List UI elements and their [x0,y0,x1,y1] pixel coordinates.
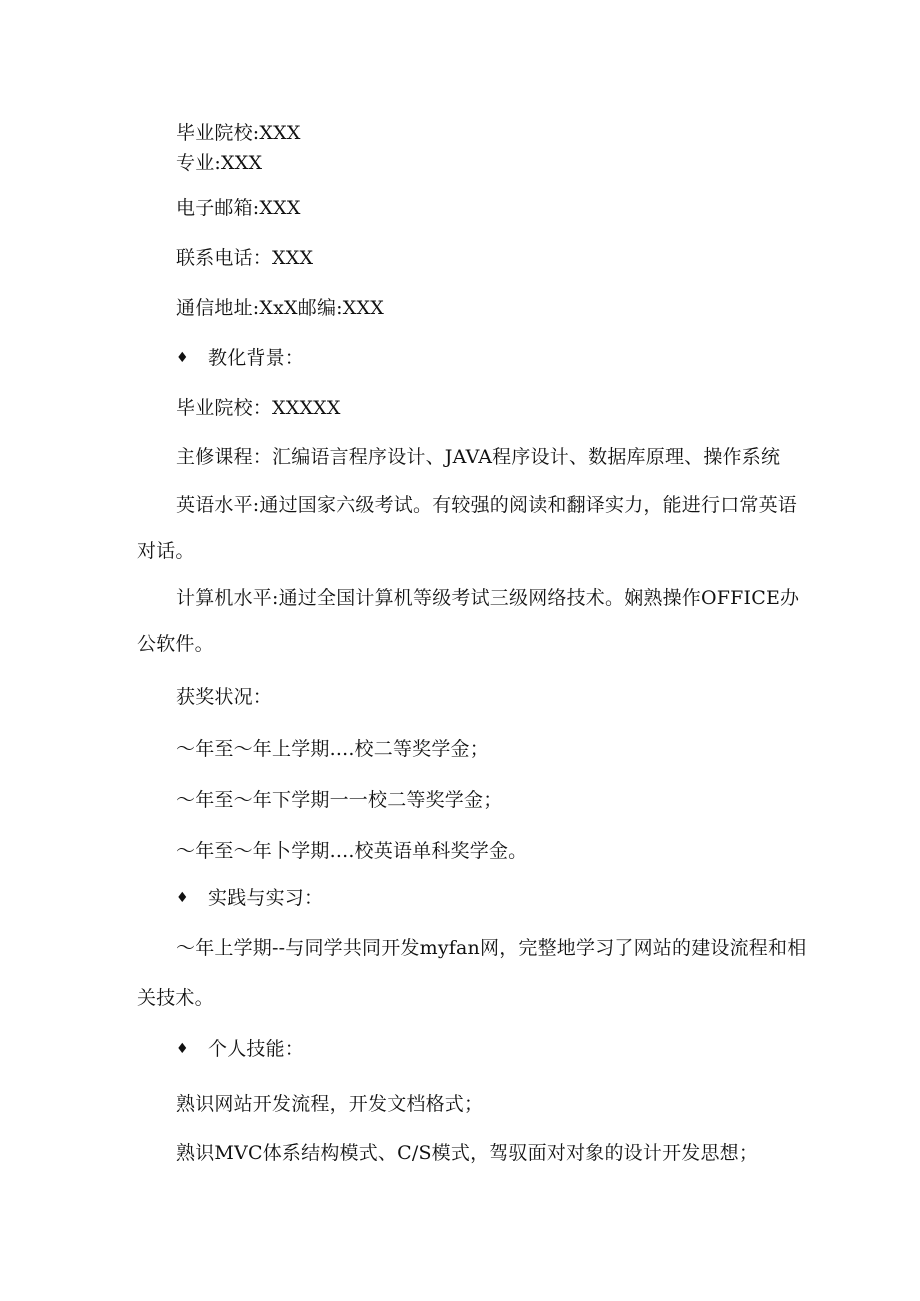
award-item: ～年至～年卜学期....校英语单科奖学金。 [176,840,528,862]
skills-heading [176,1037,304,1061]
practice-heading-text: 实践与实习： [208,887,324,909]
contact-school: 毕业院校:XXX [176,122,301,144]
bullet-icon: ♦ [176,890,189,906]
education-computer-line2: 公软件。 [137,633,214,655]
skill-item: 熟识网站开发流程，开发文档格式； [176,1093,484,1115]
education-english-line2: 对话。 [137,540,195,562]
education-school: 毕业院校：XXXXX [176,397,341,419]
award-item: ～年至～年上学期....校二等奖学金； [176,738,489,760]
award-item: ～年至～年下学期一一校二等奖学金； [176,789,503,811]
contact-address: 通信地址:XxX邮编:XXX [176,297,384,319]
education-heading-text: 教化背景： [208,347,305,369]
education-courses: 主修课程：汇编语言程序设计、JAVA程序设计、数据库原理、操作系统 [176,446,781,468]
education-english-line1: 英语水平:通过国家六级考试。有较强的阅读和翻译实力，能进行口常英语 [176,494,798,516]
contact-email: 电子邮箱:XXX [176,197,301,219]
education-heading [176,346,304,370]
practice-line2: 关技术。 [137,987,214,1009]
practice-heading [176,886,323,910]
education-computer-line1: 计算机水平:通过全国计算机等级考试三级网络技术。娴熟操作OFFICE办 [176,587,800,609]
contact-major: 专业:XXX [176,152,263,174]
skill-item: 熟识MVC体系结构模式、C/S模式，驾驭面对对象的设计开发思想； [176,1142,759,1164]
awards-heading: 获奖状况： [176,686,273,708]
practice-line1: ～年上学期--与同学共同开发myfan网，完整地学习了网站的建设流程和相 [176,937,807,959]
bullet-icon: ♦ [176,1041,189,1057]
bullet-icon: ♦ [176,350,189,366]
contact-phone: 联系电话：XXX [176,247,314,269]
skills-heading-text: 个人技能： [208,1038,305,1060]
